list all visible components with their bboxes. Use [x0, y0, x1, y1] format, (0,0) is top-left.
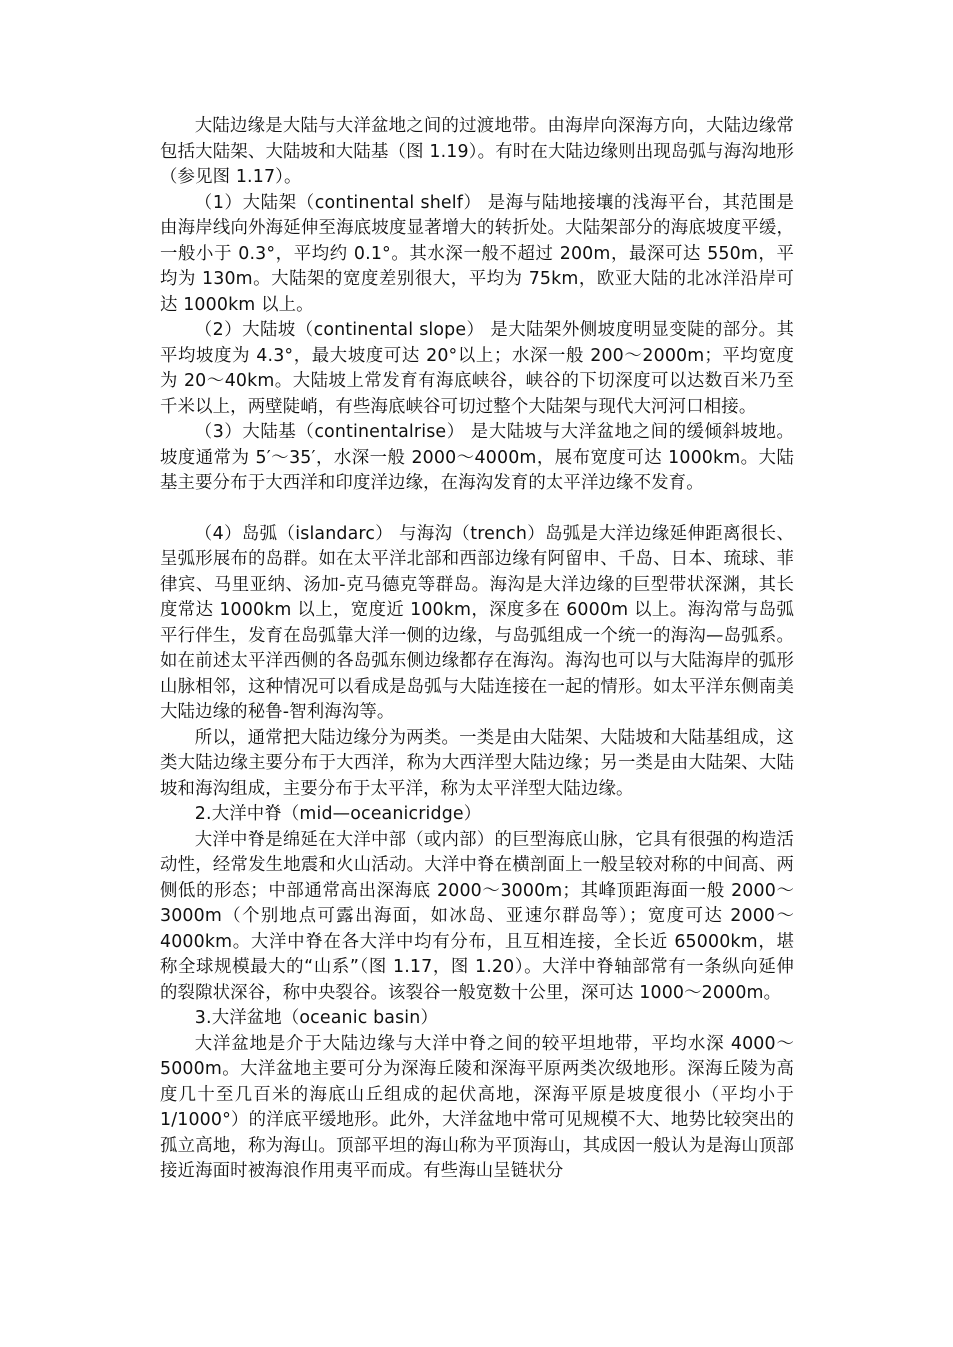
paragraph-margin-types: 所以，通常把大陆边缘分为两类。一类是由大陆架、大陆坡和大陆基组成，这类大陆边缘主要分布于大西洋，称为大西洋型大陆边缘；另一类是由大陆架、大陆坡和海沟组成，主要分布于太平洋，称为太平洋型大陆边缘。 — [160, 727, 794, 799]
paragraph-continental-slope: （2）大陆坡（continental slope） 是大陆架外侧坡度明显变陡的部分。其平均坡度为 4.3°，最大坡度可达 20°以上；水深一般 200～2000m；平均宽度为 20～40km。大陆坡上常发育有海底峡谷，峡谷的下切深度可以达数百米乃至千米以上，两壁陡峭，有些海底峡谷可切过整个大陆架与现代大河河口相接。 — [160, 320, 794, 417]
document-page — [160, 114, 794, 1185]
paragraph-continental-margin-intro: 大陆边缘是大陆与大洋盆地之间的过渡地带。由海岸向深海方向，大陆边缘常包括大陆架、大陆坡和大陆基（图 1.19）。有时在大陆边缘则出现岛弧与海沟地形（参见图 1.17）。 — [160, 116, 794, 187]
paragraph-mid-oceanic-ridge: 大洋中脊是绵延在大洋中部（或内部）的巨型海底山脉，它具有很强的构造活动性，经常发生地震和火山活动。大洋中脊在横剖面上一般呈较对称的中间高、两侧低的形态；中部通常高出深海底 2000～3000m；其峰顶距海面一般 2000～3000m（个别地点可露出海面，如冰岛、亚速尔群岛等）；宽度可达 2000～4000km。大洋中脊在各大洋中均有分布，且互相连接，全长近 65000km，堪称全球规模最大的“山系”（图 1.17，图 1.20）。大洋中脊轴部常有一条纵向延伸的裂隙状深谷，称中央裂谷。该裂谷一般宽数十公里，深可达 1000～2000m。 — [160, 829, 794, 1003]
paragraph-island-arc-trench: （4）岛弧（islandarc） 与海沟（trench）岛弧是大洋边缘延伸距离很长、呈弧形展布的岛群。如在太平洋北部和西部边缘有阿留申、千岛、日本、琉球、菲律宾、马里亚纳、汤加-克马德克等群岛。海沟是大洋边缘的巨型带状深渊，其长度常达 1000km 以上，宽度近 100km，深度多在 6000m 以上。海沟常与岛弧平行伴生，发育在岛弧靠大洋一侧的边缘，与岛弧组成一个统一的海沟—岛弧系。如在前述太平洋西侧的各岛弧东侧边缘都存在海沟。海沟也可以与大陆海岸的弧形山脉相邻，这种情况可以看成是岛弧与大陆连接在一起的情形。如太平洋东侧南美大陆边缘的秘鲁-智利海沟等。 — [160, 523, 794, 722]
paragraph-oceanic-basin: 大洋盆地是介于大陆边缘与大洋中脊之间的较平坦地带，平均水深 4000～5000m。大洋盆地主要可分为深海丘陵和深海平原两类次级地形。深海丘陵为高度几十至几百米的海底山丘组成的起伏高地，深海平原是坡度很小（平均小于 1/1000°）的洋底平缓地形。此外，大洋盆地中常可见规模不大、地势比较突出的孤立高地，称为海山。顶部平坦的海山称为平顶海山，其成因一般认为是海山顶部接近海面时被海浪作用夷平而成。有些海山呈链状分 — [160, 1033, 794, 1181]
heading-mid-oceanic-ridge: 2.大洋中脊（mid—oceanicridge） — [194, 804, 482, 824]
paragraph-continental-shelf: （1）大陆架（continental shelf） 是海与陆地接壤的浅海平台，其范围是由海岸线向外海延伸至海底坡度显著增大的转折处。大陆架部分的海底坡度平缓，一般小于 0.3°，平均约 0.1°。其水深一般不超过 200m，最深可达 550m，平均为 130m。大陆架的宽度差别很大，平均为 75km，欧亚大陆的北冰洋沿岸可达 1000km 以上。 — [160, 192, 794, 315]
heading-oceanic-basin: 3.大洋盆地（oceanic basin） — [194, 1008, 438, 1028]
paragraph-continental-rise: （3）大陆基（continentalrise） 是大陆坡与大洋盆地之间的缓倾斜坡地。坡度通常为 5′～35′，水深一般 2000～4000m，展布宽度可达 1000km。大陆基主要分布于大西洋和印度洋边缘，在海沟发育的太平洋边缘不发育。 — [160, 422, 794, 493]
